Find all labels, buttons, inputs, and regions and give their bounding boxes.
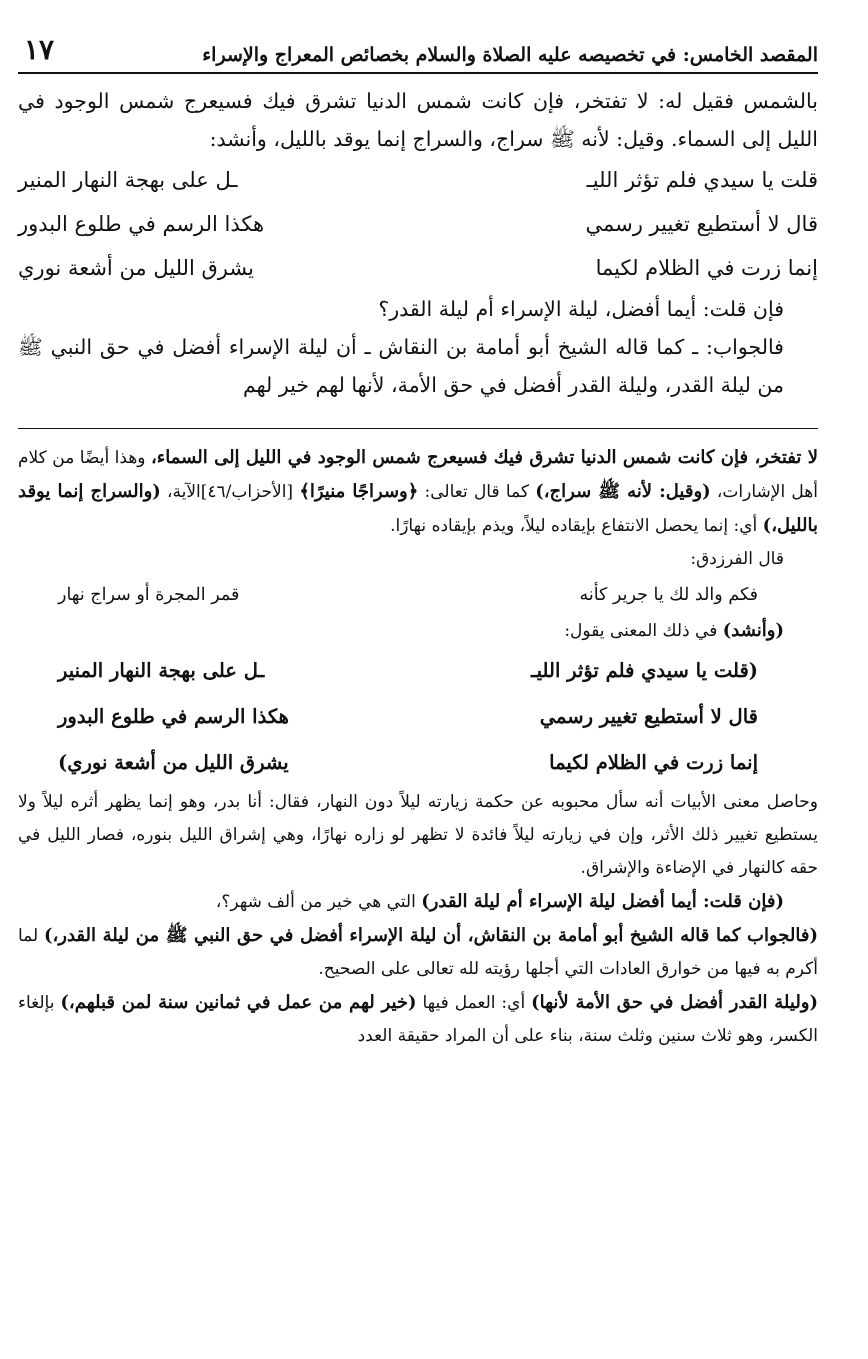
commentary-gloss: بإلغاء الكسر، وهو ثلاث سنين وثلث سنة، بناء على أن المراد حقيقة العدد (18, 993, 818, 1046)
commentary-paragraph-2: قال الفرزدق: (690, 549, 784, 569)
commentary-gloss: أي: إنما يحصل الانتفاع بإيقاده ليلاً، ويذم بإيقاده نهارًا. (390, 516, 763, 536)
commentary-paragraph-7 (18, 986, 818, 1053)
verse-hemistich-right: إنما زرت في الظلام لكيما (595, 256, 818, 280)
commentary-gloss: أي: العمل فيها (416, 993, 532, 1013)
commentary-quote: (فالجواب كما قاله الشيخ أبو أمامة بن النقاش، أن ليلة الإسراء أفضل في حق النبي ﷺ من ليلة القدر،) (43, 925, 818, 946)
main-paragraph-2: فإن قلت: أيما أفضل، ليلة الإسراء أم ليلة القدر؟ (378, 297, 784, 321)
verse-hemistich-left: قمر المجرة أو سراج نهار (58, 585, 240, 605)
verse-hemistich-left: هكذا الرسم في طلوع البدور (58, 705, 289, 728)
verse-hemistich-right: قلت يا سيدي فلم تؤثر الليـ (586, 168, 818, 192)
commentary-paragraph-4: وحاصل معنى الأبيات أنه سأل محبوبه عن حكمة زيارته ليلاً دون النهار، فقال: أنا بدر، وهو إنما يظهر أثره ليلاً ولا يستطيع تغيير ذلك الأثر، وإن في زيارته ليلاً فائدة لا تظهر لو زاره نهارًا، وهي إشراق الليل بنوره، فصار الليل في حقه كالنهار في الإضاءة والإشراق. (18, 792, 818, 878)
verse-hemistich-right: (قلت يا سيدي فلم تؤثر الليـ (530, 659, 758, 682)
commentary-paragraph-1 (18, 441, 818, 543)
commentary-gloss: كما قال تعالى: (418, 482, 536, 502)
verse-hemistich-right: إنما زرت في الظلام لكيما (549, 751, 758, 774)
commentary-verse-2 (18, 694, 818, 740)
commentary-quote: (وليلة القدر أفضل في حق الأمة لأنها) (531, 992, 819, 1013)
verse-hemistich-right: فكم والد لك يا جرير كأنه (579, 585, 758, 605)
verse-hemistich-left: ـل على بهجة النهار المنير (58, 659, 265, 682)
commentary-quote: (فإن قلت: أيما أفضل ليلة الإسراء أم ليلة القدر) (421, 891, 784, 912)
main-verse-3 (18, 246, 818, 290)
commentary-text (18, 441, 818, 1053)
main-paragraph-3: فالجواب: ـ كما قاله الشيخ أبو أمامة بن النقاش ـ أن ليلة الإسراء أفضل في حق النبي ﷺ من ليلة القدر، وليلة القدر أفضل في حق الأمة، لأنها لهم خير لهم (18, 335, 784, 397)
verse-hemistich-right: قال لا أستطيع تغيير رسمي (539, 705, 758, 728)
page-header (18, 28, 818, 74)
commentary-quote: (خير لهم من عمل في ثمانين سنة لمن قبلهم،) (60, 992, 417, 1013)
footnote-divider (18, 428, 818, 429)
commentary-gloss: وهذا أيضًا من كلام أهل الإشارات، (18, 448, 818, 502)
commentary-paragraph-6 (18, 919, 818, 986)
main-verse-1 (18, 158, 818, 202)
commentary-quote: (وقيل: لأنه ﷺ سراج،) (535, 481, 711, 502)
commentary-quote: (وأنشد) (722, 620, 784, 641)
verse-hemistich-left: هكذا الرسم في طلوع البدور (18, 212, 265, 236)
verse-hemistich-left: يشرق الليل من أشعة نوري (18, 256, 254, 280)
verse-hemistich-right: قال لا أستطيع تغيير رسمي (585, 212, 818, 236)
main-paragraph-1: بالشمس فقيل له: لا تفتخر، فإن كانت شمس الدنيا تشرق فيك فسيعرج شمس الوجود في الليل إلى السماء. وقيل: لأنه ﷺ سراج، والسراج إنما يوقد بالليل، وأنشد: (18, 89, 819, 151)
commentary-gloss: في ذلك المعنى يقول: (564, 621, 723, 641)
farazdaq-verse (18, 576, 818, 614)
main-text (18, 82, 818, 404)
commentary-quote: (والسراج إنما يوقد بالليل،) (18, 481, 818, 536)
commentary-quote: لا تفتخر، فإن كانت شمس الدنيا تشرق فيك فسيعرج شمس الوجود في الليل إلى السماء، (151, 447, 819, 468)
commentary-gloss: التي هي خير من ألف شهر؟، (215, 892, 422, 912)
commentary-paragraph-3 (18, 614, 818, 648)
quran-quote: ﴿وسراجًا منيرًا﴾ (299, 481, 419, 502)
main-verse-2 (18, 202, 818, 246)
commentary-verse-1 (18, 648, 818, 694)
commentary-gloss: [الأحزاب/٤٦]الآية، (160, 482, 300, 502)
commentary-verse-3 (18, 740, 818, 786)
running-title: المقصد الخامس: في تخصيصه عليه الصلاة والسلام بخصائص المعراج والإسراء (202, 44, 818, 66)
page-number: ١٧ (24, 33, 55, 66)
book-page (18, 28, 818, 1328)
verse-hemistich-left: ـل على بهجة النهار المنير (18, 168, 238, 192)
verse-hemistich-left: يشرق الليل من أشعة نوري) (58, 751, 289, 774)
commentary-gloss: لما أكرم به فيها من خوارق العادات التي أجلها رؤيته لله تعالى على الصحيح. (18, 926, 818, 979)
commentary-paragraph-5 (18, 885, 818, 919)
